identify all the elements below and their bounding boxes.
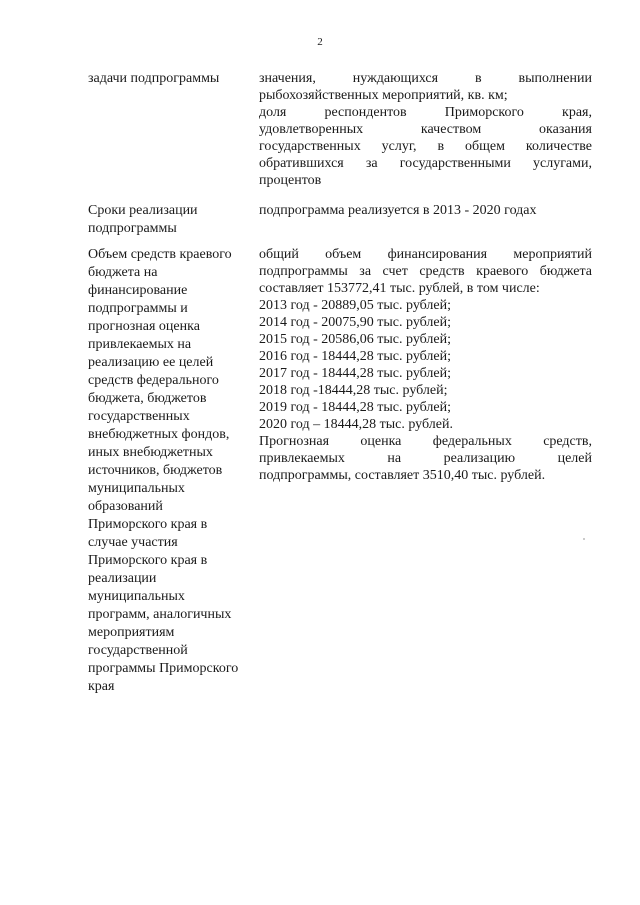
tasks-line: значения, нуждающихся в выполнении	[259, 71, 592, 86]
row-funding-label	[88, 246, 258, 696]
funding-label-line: программы Приморского	[88, 661, 239, 676]
funding-intro-line: составляет 153772,41 тыс. рублей, в том числе:	[259, 281, 540, 296]
funding-label-line: Приморского края в	[88, 553, 208, 568]
terms-label-line: подпрограммы	[88, 221, 177, 236]
funding-label-line: источников, бюджетов	[88, 463, 223, 478]
funding-federal-line: подпрограммы, составляет 3510,40 тыс. рублей.	[259, 468, 546, 483]
funding-label-line: реализацию ее целей	[88, 355, 214, 370]
tasks-line: рыбохозяйственных мероприятий, кв. км;	[259, 88, 508, 103]
funding-label-line: Приморского края в	[88, 517, 208, 532]
funding-label-line: Объем средств краевого	[88, 247, 232, 262]
funding-year-line: 2016 год - 18444,28 тыс. рублей;	[259, 349, 452, 364]
scan-speck	[583, 538, 585, 540]
funding-label-line: иных внебюджетных	[88, 445, 213, 460]
row-funding-value	[259, 246, 592, 484]
funding-label-line: муниципальных	[88, 481, 185, 496]
row-terms-label	[88, 202, 258, 238]
funding-label-line: реализации	[88, 571, 157, 586]
funding-label-line: привлекаемых на	[88, 337, 192, 352]
funding-year-line: 2013 год - 20889,05 тыс. рублей;	[259, 298, 452, 313]
funding-label-line: прогнозная оценка	[88, 319, 200, 334]
funding-year-line: 2018 год -18444,28 тыс. рублей;	[259, 383, 448, 398]
page-number: 2	[317, 36, 323, 48]
funding-label-line: края	[88, 679, 115, 694]
funding-intro-line: подпрограммы за счет средств краевого бюджета	[259, 264, 592, 279]
funding-label-line: случае участия	[88, 535, 178, 550]
tasks-line: удовлетворенных качеством оказания	[259, 122, 592, 137]
funding-label-line: внебюджетных фондов,	[88, 427, 230, 442]
tasks-line: государственных услуг, в общем количестве	[259, 139, 592, 154]
terms-value: подпрограмма реализуется в 2013 - 2020 годах	[259, 203, 537, 218]
terms-label-line: Сроки реализации	[88, 203, 198, 218]
tasks-line: обратившихся за государственными услугами,	[259, 156, 592, 171]
funding-label-line: бюджета на	[88, 265, 158, 280]
row-tasks-value	[259, 70, 592, 189]
tasks-line: доля респондентов Приморского края,	[259, 105, 592, 120]
funding-label-line: финансирование	[88, 283, 188, 298]
funding-year-line: 2014 год - 20075,90 тыс. рублей;	[259, 315, 452, 330]
row-terms-value	[259, 202, 592, 219]
funding-intro-line: общий объем финансирования мероприятий	[259, 247, 592, 262]
funding-year-line: 2015 год - 20586,06 тыс. рублей;	[259, 332, 452, 347]
funding-federal-line: Прогнозная оценка федеральных средств,	[259, 434, 592, 449]
funding-label-line: государственных	[88, 409, 190, 424]
funding-label-line: образований	[88, 499, 163, 514]
tasks-line: процентов	[259, 173, 322, 188]
funding-label-line: бюджета, бюджетов	[88, 391, 207, 406]
funding-label-line: подпрограммы и	[88, 301, 188, 316]
funding-label-line: мероприятиям	[88, 625, 175, 640]
funding-federal-line: привлекаемых на реализацию целей	[259, 451, 592, 466]
funding-label-line: средств федерального	[88, 373, 219, 388]
funding-year-line: 2017 год - 18444,28 тыс. рублей;	[259, 366, 452, 381]
funding-year-line: 2019 год - 18444,28 тыс. рублей;	[259, 400, 452, 415]
funding-label-line: государственной	[88, 643, 188, 658]
funding-label-line: программ, аналогичных	[88, 607, 232, 622]
funding-year-line: 2020 год – 18444,28 тыс. рублей.	[259, 417, 453, 432]
funding-label-line: муниципальных	[88, 589, 185, 604]
row-tasks-label: задачи подпрограммы	[88, 71, 220, 86]
